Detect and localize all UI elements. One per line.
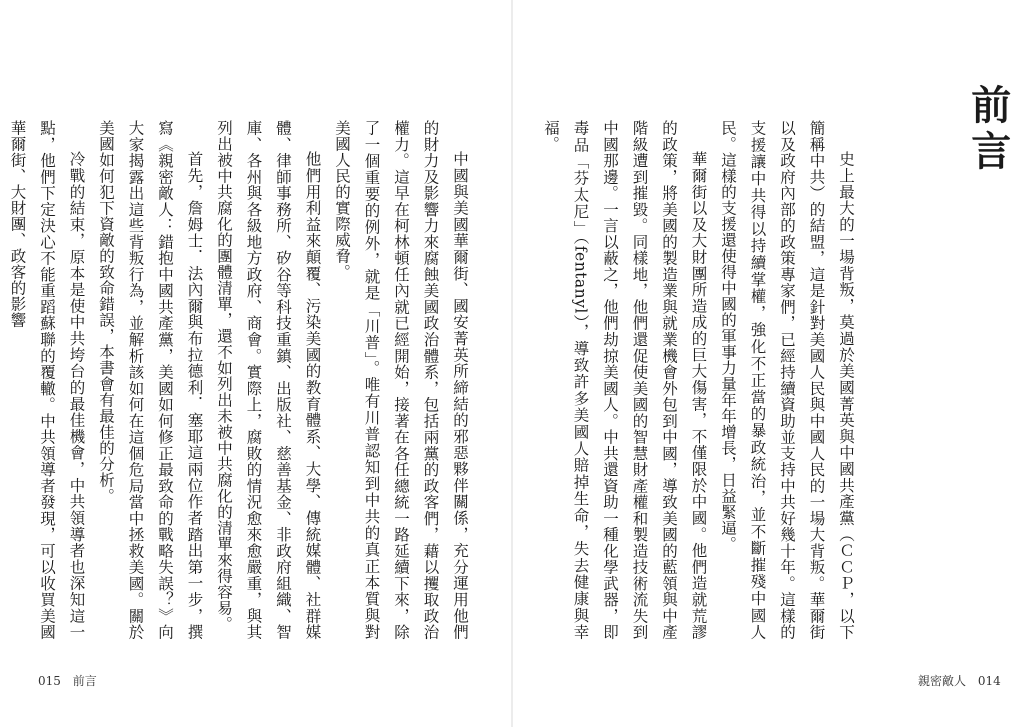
- body-paragraph: 史上最大的一場背叛，莫過於美國菁英與中國共產黨（ＣＣＰ，以下簡稱中共）的結盟，這是針對美國人民與中國人民的一場大背叛。華爾街以及政府內部的政策專家們，已經持續資助並支持中共好幾十年。這樣的支援讓中共得以持續掌權，強化不正當的暴政統治，並不斷摧殘中國人民。這樣的支援還使得中國的軍事力量年年增長，日益緊逼。: [719, 120, 855, 640]
- running-head: 前言: [72, 674, 97, 688]
- body-paragraph: 他們用利益來顛覆、污染美國的教育體系、大學、傳統媒體、社群媒體、律師事務所、矽谷等科技重鎮、出版社、慈善基金、非政府組織、智庫、各州與各級地方政府、商會。實際上，腐敗的情況愈來愈嚴重，與其列出被中共腐化的團體清單，還不如列出未被中共腐化的清單來得容易。: [215, 120, 322, 640]
- chapter-title: 前言: [964, 84, 1012, 176]
- page-number: 015: [38, 674, 61, 688]
- body-paragraph: 華爾街以及大財團所造成的巨大傷害，不僅限於中國。他們造就荒謬的政策，將美國的製造業與就業機會外包到中國，導致美國的藍領與中產階級遭到摧毀。同樣地，他們還促使美國的智慧財產權和製造技術流失到中國那邊。一言以蔽之，他們劫掠美國人。中共還資助一種化學武器，即毒品「芬太尼」（fentanyl），導致許多美國人賠掉生命，失去健康與幸福。: [542, 120, 708, 640]
- left-page-body: [8, 120, 474, 640]
- body-paragraph: 首先，詹姆士．法內爾與布拉德利．塞耶這兩位作者踏出第一步，撰寫《親密敵人：錯抱中國共產黨，美國如何修正最致命的戰略失誤？》向大家揭露出這些背叛行為，並解析該如何在這個危局當中拯救美國。關於美國如何犯下資敵的致命錯誤，本書會有最佳的分析。: [97, 120, 204, 640]
- right-page-body: [542, 120, 860, 640]
- right-page-footer: [918, 672, 1009, 689]
- left-page-footer: [38, 672, 105, 689]
- page-number: 014: [977, 674, 1001, 688]
- body-paragraph: 冷戰的結束，原本是使中共垮台的最佳機會，中共領導者也深知這一點，他們下定決心不能重蹈蘇聯的覆轍。中共領導者發現，可以收買美國華爾街、大財團、政客的影響: [8, 120, 86, 640]
- running-head: 親密敵人: [918, 674, 967, 688]
- body-paragraph: 中國與美國華爾街、國安菁英所締結的邪惡夥伴關係，充分運用他們的財力及影響力來腐蝕美國政治體系，包括兩黨的政客們，藉以攫取政治權力。這早在柯林頓任內就已經開始，接著在各任總統一路延續下來，除了一個重要的例外，就是「川普」。唯有川普認知到中共的真正本質與對美國人民的實際威脅。: [333, 120, 469, 640]
- page-gutter: [511, 0, 513, 727]
